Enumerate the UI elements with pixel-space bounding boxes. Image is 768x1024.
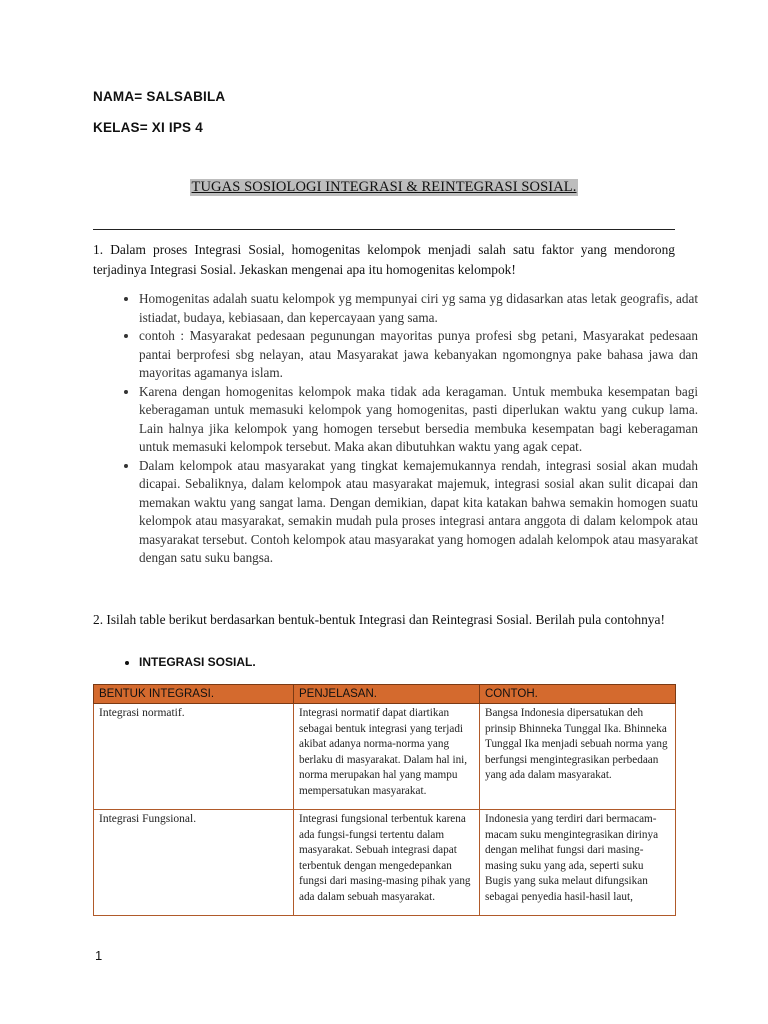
answer-1-list [116, 290, 698, 568]
table-cell-contoh: Bangsa Indonesia dipersatukan deh prinsip Bhinneka Tunggal Ika. Bhinneka Tunggal Ika menjadi sebuah norma yang berfungsi mengintegrasikan perbedaan yang ada dalam masyarakat. [480, 704, 676, 810]
subheading-integrasi-sosial: • INTEGRASI SOSIAL. [139, 655, 256, 669]
subheading-list [116, 655, 256, 669]
table-header-row [94, 685, 676, 704]
answer-item: • Karena dengan homogenitas kelompok maka tidak ada keragaman. Untuk membuka kesempatan bagi keberagaman untuk memasuki kelompok yang homogenitas, pasti diperlukan waktu yang cukup lama. Lain halnya jika kelompok yang homogen tersebut bersedia membuka kesempatan bagi keberagaman untuk memasuki kelompok tersebut. Maka akan dibutuhkan waktu yang agak cepat. [139, 383, 698, 457]
table-cell-penjelasan: Integrasi fungsional terbentuk karena ada fungsi-fungsi tertentu dalam masyarakat. Sebuah integrasi dapat terbentuk dengan mengedepankan fungsi dari masing-masing pihak yang ada dalam sebuah masyarakat. [294, 810, 480, 916]
answer-item: • Dalam kelompok atau masyarakat yang tingkat kemajemukannya rendah, integrasi sosial akan mudah dicapai. Sebaliknya, dalam kelompok atau masyarakat majemuk, integrasi sosial akan sulit dicapai dan memakan waktu yang sangat lama. Dengan demikian, dapat kita katakan bahwa semakin homogen suatu kelompok atau masyarakat, semakin mudah pula proses integrasi antara anggota di dalam kelompok atau masyarakat tersebut. Contoh kelompok atau masyarakat yang homogen adalah kelompok atau masyarakat dengan satu suku bangsa. [139, 457, 698, 568]
title-container [0, 178, 768, 196]
integration-table [93, 684, 676, 916]
answer-item: • contoh : Masyarakat pedesaan pegunungan mayoritas punya profesi sbg petani, Masyarakat pedesaan pantai berprofesi sbg nelayan, atau Masyarakat jawa kebanyakan ngomongnya pake bahasa jawa dan mayoritas agamanya islam. [139, 327, 698, 383]
question-1: 1. Dalam proses Integrasi Sosial, homogenitas kelompok menjadi salah satu faktor yang mendorong terjadinya Integrasi Sosial. Jekaskan mengenai apa itu homogenitas kelompok! [93, 242, 675, 277]
header-contoh: CONTOH. [480, 685, 676, 704]
header-penjelasan: PENJELASAN. [294, 685, 480, 704]
table-row [94, 704, 676, 810]
answer-item: • Homogenitas adalah suatu kelompok yg mempunyai ciri yg sama yg didasarkan atas letak geografis, adat istiadat, budaya, kebiasaan, dan kepercayaan yang sama. [139, 290, 698, 327]
student-class: KELAS= XI IPS 4 [93, 120, 203, 135]
header-bentuk-integrasi: BENTUK INTEGRASI. [94, 685, 294, 704]
table-row [94, 810, 676, 916]
document-title: TUGAS SOSIOLOGI INTEGRASI & REINTEGRASI SOSIAL. [191, 179, 577, 195]
table-cell-bentuk: Integrasi normatif. [94, 704, 294, 810]
table-cell-contoh: Indonesia yang terdiri dari bermacam-macam suku mengintegrasikan dirinya dengan melihat fungsi dari masing-masing suku yang ada, seperti suku Bugis yang suka melaut difungsikan sebagai penyedia hasil-hasil laut, [480, 810, 676, 916]
student-name: NAMA= SALSABILA [93, 89, 226, 104]
title-divider [93, 229, 675, 230]
page-number: 1 [95, 948, 103, 963]
question-2: 2. Isilah table berikut berdasarkan bentuk-bentuk Integrasi dan Reintegrasi Sosial. Berilah pula contohnya! [93, 612, 665, 627]
table-cell-penjelasan: Integrasi normatif dapat diartikan sebagai bentuk integrasi yang terjadi akibat adanya norma-norma yang berlaku di masyarakat. Dalam hal ini, norma merupakan hal yang mampu mempersatukan masyarakat. [294, 704, 480, 810]
table-cell-bentuk: Integrasi Fungsional. [94, 810, 294, 916]
